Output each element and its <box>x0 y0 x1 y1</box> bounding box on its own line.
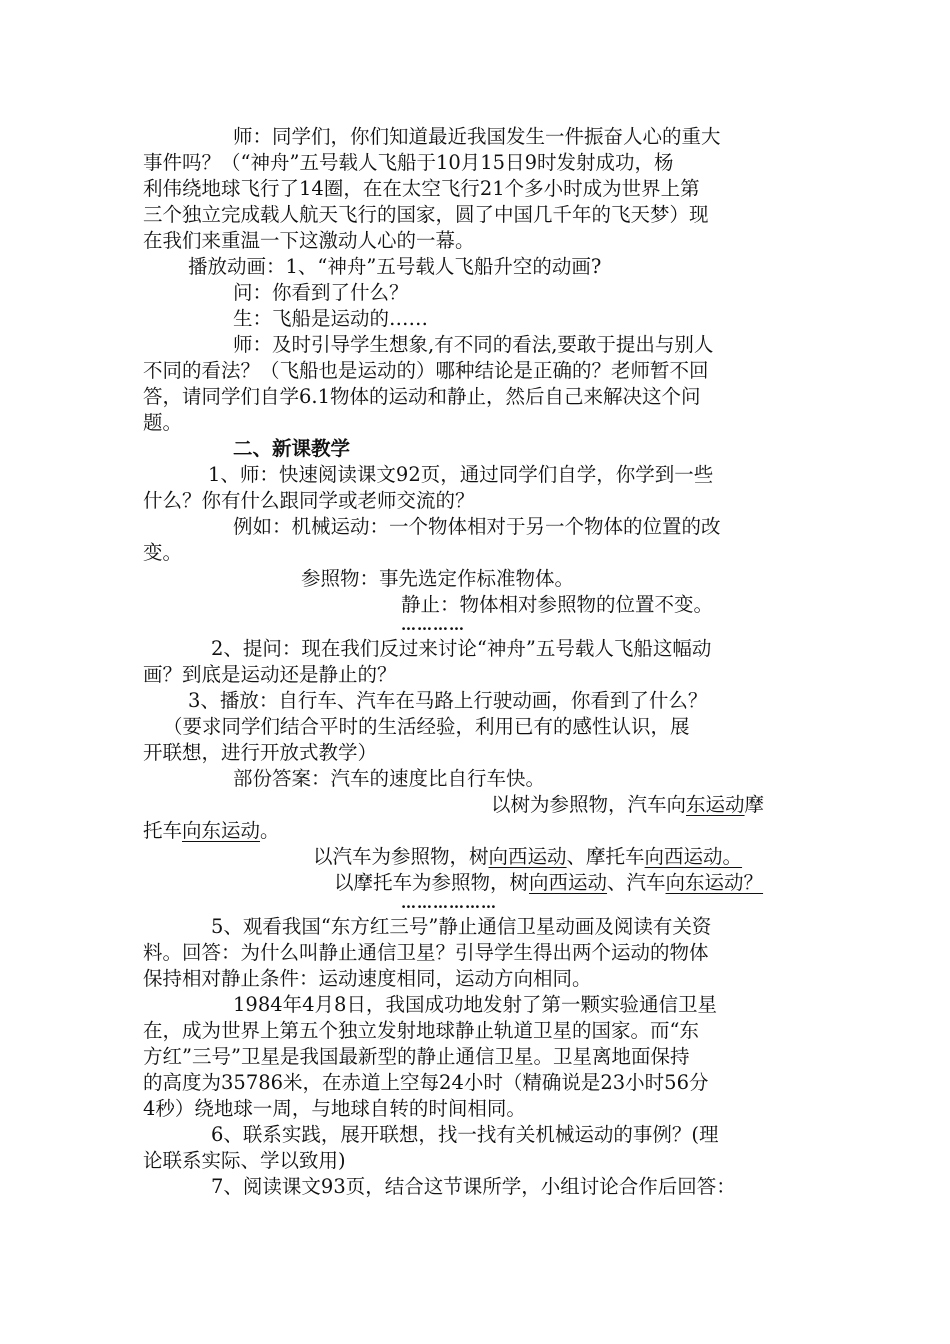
text-line: 在我们来重温一下这激动人心的一幕。 <box>143 229 475 252</box>
text-line <box>491 792 764 818</box>
underlined-text: 向西运动 <box>488 845 567 868</box>
ellipsis-dots: ………… <box>401 616 465 634</box>
underlined-text: 向西运动 <box>529 871 608 894</box>
text-line: 论联系实际、学以致用) <box>143 1149 346 1172</box>
text-line: 7、阅读课文93页，结合这节课所学，小组讨论合作后回答： <box>211 1175 736 1198</box>
text-span: 托车 <box>143 819 183 842</box>
text-line: 3、播放：自行车、汽车在马路上行驶动画，你看到了什么？ <box>188 689 708 712</box>
text-line: 例如：机械运动：一个物体相对于另一个物体的位置的改 <box>233 515 721 538</box>
text-span: 以树为参照物，汽车向 <box>491 793 687 816</box>
text-line: 师：同学们，你们知道最近我国发生一件振奋人心的重大 <box>233 125 721 148</box>
underlined-text: 东运动 <box>686 793 745 816</box>
text-line: 6、联系实践，展开联想，找一找有关机械运动的事例？(理 <box>211 1123 719 1146</box>
text-span: 摩 <box>744 793 765 816</box>
text-line <box>334 870 763 896</box>
text-line: （要求同学们结合平时的生活经验，利用已有的感性认识，展 <box>163 715 690 738</box>
text-line: 4秒）绕地球一周，与地球自转的时间相同。 <box>143 1097 526 1120</box>
text-line: 静止：物体相对参照物的位置不变。 <box>401 593 714 616</box>
text-span: 。 <box>260 819 280 842</box>
text-line: 三个独立完成载人航天飞行的国家，圆了中国几千年的飞天梦）现 <box>143 203 709 226</box>
text-line: 画？到底是运动还是静止的？ <box>143 663 397 686</box>
text-line: 变。 <box>143 541 183 564</box>
text-line: 保持相对静止条件：运动速度相同，运动方向相同。 <box>143 967 592 990</box>
text-span: 、摩托车 <box>566 845 645 868</box>
text-line <box>143 818 280 844</box>
text-line: 方红”三号”卫星是我国最新型的静止通信卫星。卫星离地面保持 <box>143 1045 690 1068</box>
text-line: 不同的看法？（飞船也是运动的）哪种结论是正确的？老师暂不回 <box>143 359 709 382</box>
text-line: 1、师：快速阅读课文92页，通过同学们自学，你学到一些 <box>208 463 714 486</box>
text-line: 5、观看我国“东方红三号”静止通信卫星动画及阅读有关资 <box>211 915 712 938</box>
text-span: 、汽车 <box>607 871 666 894</box>
underlined-text: 向西运动。 <box>644 845 743 868</box>
text-line: 答，请同学们自学6.1物体的运动和静止，然后自己来解决这个问 <box>143 385 701 408</box>
text-line: 的高度为35786米，在赤道上空每24小时（精确说是23小时56分 <box>143 1071 709 1094</box>
text-line: 什么？你有什么跟同学或老师交流的？ <box>143 489 475 512</box>
text-line: 利伟绕地球飞行了14圈，在在太空飞行21个多小时成为世界上第 <box>143 177 700 200</box>
ellipsis-dots: ……………… <box>401 894 497 912</box>
text-span: 以摩托车为参照物，树 <box>334 871 530 894</box>
text-line: 参照物：事先选定作标准物体。 <box>301 567 575 590</box>
text-line <box>313 844 742 870</box>
text-line: 问：你看到了什么？ <box>233 281 409 304</box>
text-line: 题。 <box>143 411 183 434</box>
text-line: 在，成为世界上第五个独立发射地球静止轨道卫星的国家。而“东 <box>143 1019 699 1042</box>
text-line: 事件吗？（“神舟”五号载人飞船于10月15日9时发射成功，杨 <box>143 151 674 174</box>
text-line: 料。回答：为什么叫静止通信卫星？引导学生得出两个运动的物体 <box>143 941 709 964</box>
text-line: 部份答案：汽车的速度比自行车快。 <box>233 767 546 790</box>
text-line: 1984年4月8日，我国成功地发射了第一颗实验通信卫星 <box>233 993 717 1016</box>
text-line: 师：及时引导学生想象,有不同的看法,要敢于提出与别人 <box>233 333 714 356</box>
section-heading: 二、新课教学 <box>233 437 351 460</box>
underlined-text: 向东运动 <box>182 819 261 842</box>
text-line: 2、提问：现在我们反过来讨论“神舟”五号载人飞船这幅动 <box>211 637 712 660</box>
text-line: 播放动画：1、“神舟”五号载人飞船升空的动画? <box>188 255 602 278</box>
text-line: 生：飞船是运动的…… <box>233 307 429 330</box>
underlined-text: 向东运动？ <box>665 871 764 894</box>
text-line: 开联想，进行开放式教学） <box>143 741 378 764</box>
text-span: 以汽车为参照物，树 <box>313 845 489 868</box>
